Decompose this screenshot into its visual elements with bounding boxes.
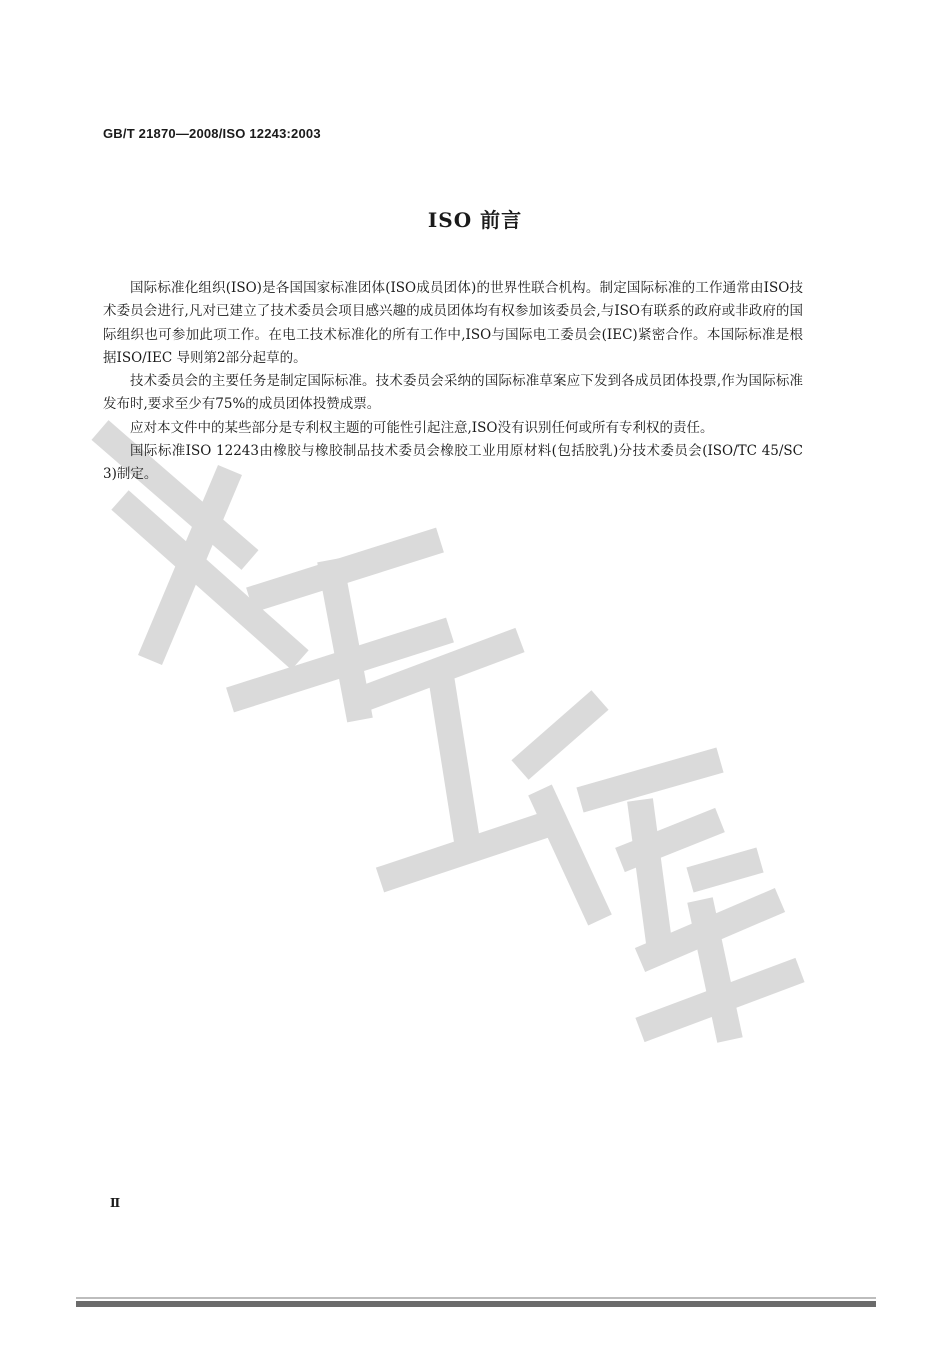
paragraph: 国际标准化组织(ISO)是各国国家标准团体(ISO成员团体)的世界性联合机构。制定国际标准的工作通常由ISO技术委员会进行,凡对已建立了技术委员会项目感兴趣的成员团体均有权参加该委员会,与ISO有联系的政府或非政府的国际组织也可参加此项工作。在电工技术标准化的所有工作中,ISO与国际电工委员会(IEC)紧密合作。本国际标准是根据ISO/IEC 导则第2部分起草的。: [103, 280, 803, 366]
paragraph: 技术委员会的主要任务是制定国际标准。技术委员会采纳的国际标准草案应下发到各成员团体投票,作为国际标准发布时,要求至少有75%的成员团体投赞成票。: [103, 373, 803, 413]
footer-rule-thick: [76, 1301, 876, 1307]
foreword-body: [103, 277, 803, 487]
page-number: Ⅱ: [110, 1196, 121, 1210]
footer-rule-thin: [76, 1297, 876, 1299]
paragraph: 国际标准ISO 12243由橡胶与橡胶制品技术委员会橡胶工业用原材料(包括胶乳)分技术委员会(ISO/TC 45/SC 3)制定。: [103, 443, 803, 483]
footer-rule: [76, 1297, 876, 1310]
page-title: ISO 前言: [427, 208, 523, 232]
paragraph: 应对本文件中的某些部分是专利权主题的可能性引起注意,ISO没有识别任何或所有专利权的责任。: [130, 419, 714, 436]
standard-code: GB/T 21870—2008/ISO 12243:2003: [103, 126, 321, 141]
